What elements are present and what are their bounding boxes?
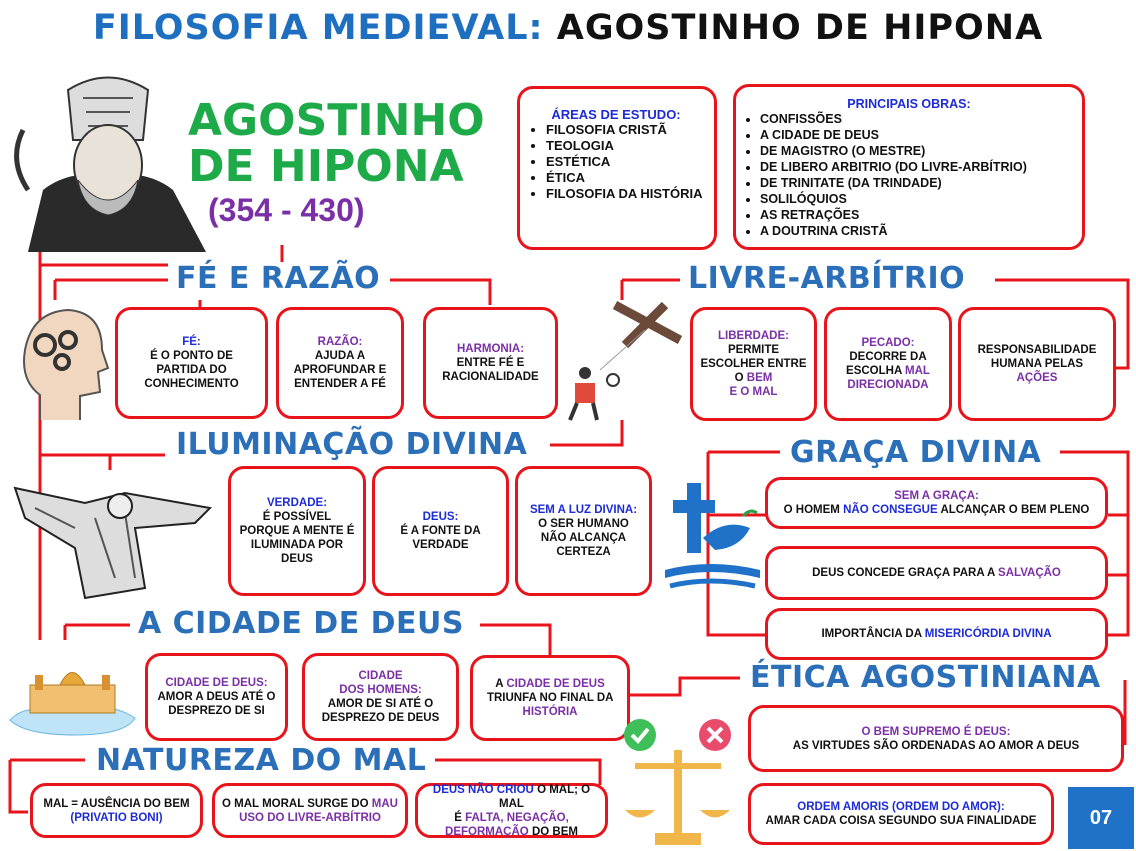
bem-supremo-box [748,705,1124,772]
bem-supremo-head: O BEM SUPREMO É DEUS: [861,725,1011,738]
nao-criou-t3: DO BEM [531,825,578,838]
section-fe-razao: FÉ E RAZÃO [168,262,388,296]
responsabilidade-text: RESPONSABILIDADE HUMANA PELAS [977,344,1097,370]
fe-text: É O PONTO DE PARTIDA DO CONHECIMENTO [144,350,239,390]
section-natureza-mal: NATUREZA DO MAL [88,744,434,778]
nao-criou-t1: O MAL; O MAL [499,783,591,810]
author-dates: (354 - 430) [208,192,365,228]
liberdade-em2: O MAL [740,386,778,398]
pecado-text: DECORRE DA ESCOLHA [846,351,927,377]
obras-item: • SOLILÓQUIOS [760,191,1076,207]
concede-graca-box [765,546,1108,600]
deus-fonte-head: DEUS: [422,511,459,523]
obras-box [733,84,1085,250]
triunfa-em2: HISTÓRIA [522,706,578,718]
head-gears-icon [10,300,110,425]
verdade-head: VERDADE: [266,497,328,509]
misericordia-t1: IMPORTÂNCIA DA [821,628,922,640]
razao-box [276,307,404,419]
pecado-em1: MAL [905,365,930,377]
section-iluminacao: ILUMINAÇÃO DIVINA [168,428,535,462]
sem-graca-t1: O HOMEM [783,504,840,516]
ordem-amoris-head: ORDEM AMORIS (ORDEM DO AMOR): [797,801,1005,813]
puppet-strings-icon [565,295,690,425]
cross-dove-icon [665,478,760,603]
ausencia-t1: MAL = AUSÊNCIA DO BEM [43,797,190,810]
cidade-deus-head: CIDADE DE DEUS: [165,677,268,689]
sem-graca-em: NÃO CONSEGUE [843,504,938,516]
fe-box [115,307,268,419]
page-number-badge: 07 [1068,787,1134,849]
cidade-deus-text: AMOR A DEUS ATÉ O DESPREZO DE SI [157,691,276,717]
harmonia-head: HARMONIA: [456,343,525,355]
mal-moral-em2: USO DO LIVRE-ARBÍTRIO [239,811,381,824]
areas-item: • ÉTICA [546,170,708,186]
section-cidade: A CIDADE DE DEUS [130,607,472,641]
nao-criou-em1: DEUS NÃO CRIOU [432,783,534,796]
misericordia-box [765,608,1108,660]
cidade-triunfa-box [470,655,630,741]
author-name-line1: AGOSTINHO [188,95,485,146]
responsabilidade-box [958,307,1116,421]
city-cloud-icon [5,640,140,740]
mal-moral-t1: O MAL MORAL SURGE DO [222,797,369,810]
obras-item: • CONFISSÕES [760,111,1076,127]
fe-head: FÉ: [182,336,201,348]
areas-box [517,86,717,250]
section-etica: ÉTICA AGOSTINIANA [742,661,1109,695]
razao-text: AJUDA A APROFUNDAR E ENTENDER A FÉ [293,350,387,390]
author-name [188,95,485,192]
section-graca: GRAÇA DIVINA [782,436,1049,470]
obras-item: • A CIDADE DE DEUS [760,127,1076,143]
obras-item: • AS RETRAÇÕES [760,207,1076,223]
sem-graca-t2: ALCANÇAR O BEM PLENO [940,504,1090,516]
ausencia-bem-box [30,783,203,838]
scale-icon [615,715,740,850]
areas-item: • TEOLOGIA [546,138,708,154]
mal-moral-box [212,783,408,838]
sem-luz-text: O SER HUMANO NÃO ALCANÇA CERTEZA [538,518,629,558]
liberdade-head: LIBERDADE: [718,330,789,342]
obras-item: • DE TRINITATE (DA TRINDADE) [760,175,1076,191]
obras-heading: PRINCIPAIS OBRAS: [847,97,971,111]
cidade-homens-head1: CIDADE [358,670,403,682]
liberdade-text1: PERMITE ESCOLHER ENTRE O [700,344,807,384]
areas-item: • FILOSOFIA DA HISTÓRIA [546,186,708,202]
harmonia-text: ENTRE FÉ E RACIONALIDADE [442,357,539,383]
triunfa-em1: CIDADE DE DEUS [506,678,605,690]
areas-list [524,122,708,202]
obras-item: • DE LIBERO ARBITRIO (DO LIVRE-ARBÍTRIO) [760,159,1076,175]
author-name-line2: DE HIPONA [188,141,464,192]
pecado-em2: DIRECIONADA [847,379,929,391]
sem-graca-head: SEM A GRAÇA: [894,490,979,502]
harmonia-box [423,307,558,419]
augustine-portrait-image [8,70,206,252]
obras-list [742,111,1076,239]
concede-em: SALVAÇÃO [998,567,1061,579]
liberdade-text2: E [729,386,738,398]
concede-t1: DEUS CONCEDE GRAÇA PARA A [812,567,995,579]
cidade-homens-text: AMOR DE SI ATÉ O DESPREZO DE DEUS [321,698,440,724]
ausencia-em: (PRIVATIO BONI) [70,811,163,824]
triunfa-t2: TRIUNFA NO FINAL DA [486,692,614,704]
verdade-box [228,466,366,596]
verdade-text: É POSSÍVEL PORQUE A MENTE É ILUMINADA POR DEUS [239,511,355,565]
misericordia-em: MISERICÓRDIA DIVINA [924,628,1052,640]
pecado-box [824,307,952,421]
triunfa-t1: A [495,678,504,690]
ordem-amoris-text: AMAR CADA COISA SEGUNDO SUA FINALIDADE [765,815,1037,827]
deus-nao-criou-box [415,783,608,838]
areas-heading: ÁREAS DE ESTUDO: [551,107,681,122]
section-livre-arbitrio: LIVRE-ARBÍTRIO [680,262,973,296]
liberdade-box [690,307,817,421]
nao-criou-em2: FALTA, NEGAÇÃO, DEFORMAÇÃO [445,811,569,838]
mal-moral-em1: MAU [371,797,398,810]
areas-item: • FILOSOFIA CRISTÃ [546,122,708,138]
sem-graca-box [765,477,1108,529]
illumination-figure-image [5,468,220,603]
obras-item: • A DOUTRINA CRISTÃ [760,223,1076,239]
cidade-deus-box [145,653,288,741]
sem-luz-head: SEM A LUZ DIVINA: [529,504,638,516]
areas-item: • ESTÉTICA [546,154,708,170]
cidade-homens-head2: DOS HOMENS: [339,684,422,696]
title-part2: AGOSTINHO DE HIPONA [556,8,1044,48]
title-part1: FILOSOFIA MEDIEVAL: [92,8,544,48]
razao-head: RAZÃO: [317,336,363,348]
deus-fonte-box [372,466,509,596]
cidade-homens-box [302,653,459,741]
page-title [0,8,1136,48]
liberdade-em1: BEM [746,372,773,384]
responsabilidade-em: AÇÕES [1016,372,1058,384]
pecado-head: PECADO: [861,337,915,349]
deus-fonte-text: É A FONTE DA VERDADE [400,525,481,551]
ordem-amoris-box [748,783,1054,845]
bem-supremo-text: AS VIRTUDES SÃO ORDENADAS AO AMOR A DEUS [792,739,1080,752]
nao-criou-t2: É [454,811,462,824]
sem-luz-box [515,466,652,596]
obras-item: • DE MAGISTRO (O MESTRE) [760,143,1076,159]
